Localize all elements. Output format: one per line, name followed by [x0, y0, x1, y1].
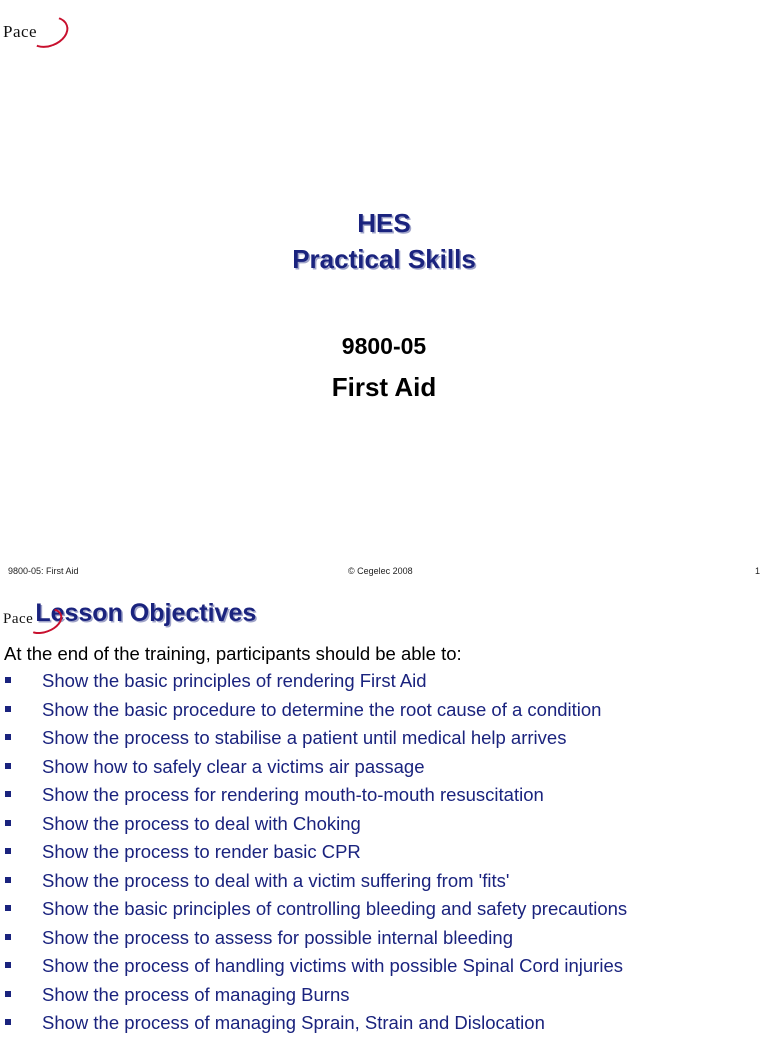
square-bullet-icon — [5, 905, 11, 911]
objective-text: Show the process for rendering mouth-to-mouth resuscitation — [42, 784, 544, 805]
slide-header — [3, 598, 256, 628]
objective-text: Show the process to stabilise a patient until medical help arrives — [42, 727, 567, 748]
module-subject: First Aid — [331, 372, 437, 402]
module-code: 9800-05 — [341, 333, 427, 359]
pace-logo — [3, 610, 35, 628]
square-bullet-icon — [5, 877, 11, 883]
footer-left: 9800-05: First Aid — [8, 566, 79, 576]
footer-page-number: 1 — [755, 566, 761, 576]
objective-text: Show the basic principles of rendering First Aid — [42, 670, 427, 691]
objective-text: Show the basic procedure to determine the root cause of a condition — [42, 698, 602, 720]
square-bullet-icon — [5, 848, 11, 854]
pace-logo-text: Pace — [3, 22, 38, 41]
objective-text: Show the process to deal with a victim suffering from 'fits' — [42, 869, 510, 891]
square-bullet-icon — [5, 991, 11, 997]
course-title-line2: Practical Skills — [292, 244, 476, 274]
footer-copyright: © Cegelec 2008 — [348, 566, 413, 576]
pace-logo-text: Pace — [3, 611, 34, 627]
square-bullet-icon — [5, 962, 11, 968]
square-bullet-icon — [5, 791, 11, 797]
objective-text: Show the process to assess for possible internal bleeding — [42, 926, 513, 948]
objective-text: Show the process of handling victims with possible Spinal Cord injuries — [42, 955, 623, 976]
objective-text: Show the process of managing Burns — [42, 983, 350, 1005]
objective-text: Show the process to deal with Choking — [42, 812, 361, 834]
square-bullet-icon — [5, 706, 11, 712]
square-bullet-icon — [5, 734, 11, 740]
logo-swoosh-icon — [23, 11, 73, 54]
objectives-slide — [0, 584, 768, 1033]
objective-text: Show the basic principles of controlling bleeding and safety precautions — [42, 898, 628, 919]
course-title-line1: HES — [357, 208, 411, 238]
objective-text: Show the process of managing Sprain, Strain and Dislocation — [42, 1012, 545, 1033]
objective-text: Show the process to render basic CPR — [42, 841, 361, 862]
square-bullet-icon — [5, 763, 11, 769]
pace-logo — [3, 20, 43, 44]
intro-text: At the end of the training, participants should be able to: — [4, 643, 462, 664]
square-bullet-icon — [5, 934, 11, 940]
square-bullet-icon — [5, 820, 11, 826]
square-bullet-icon — [5, 677, 11, 683]
slide-title: Lesson Objectives — [35, 599, 257, 627]
square-bullet-icon — [5, 1019, 11, 1025]
objective-text: Show how to safely clear a victims air passage — [42, 755, 425, 777]
